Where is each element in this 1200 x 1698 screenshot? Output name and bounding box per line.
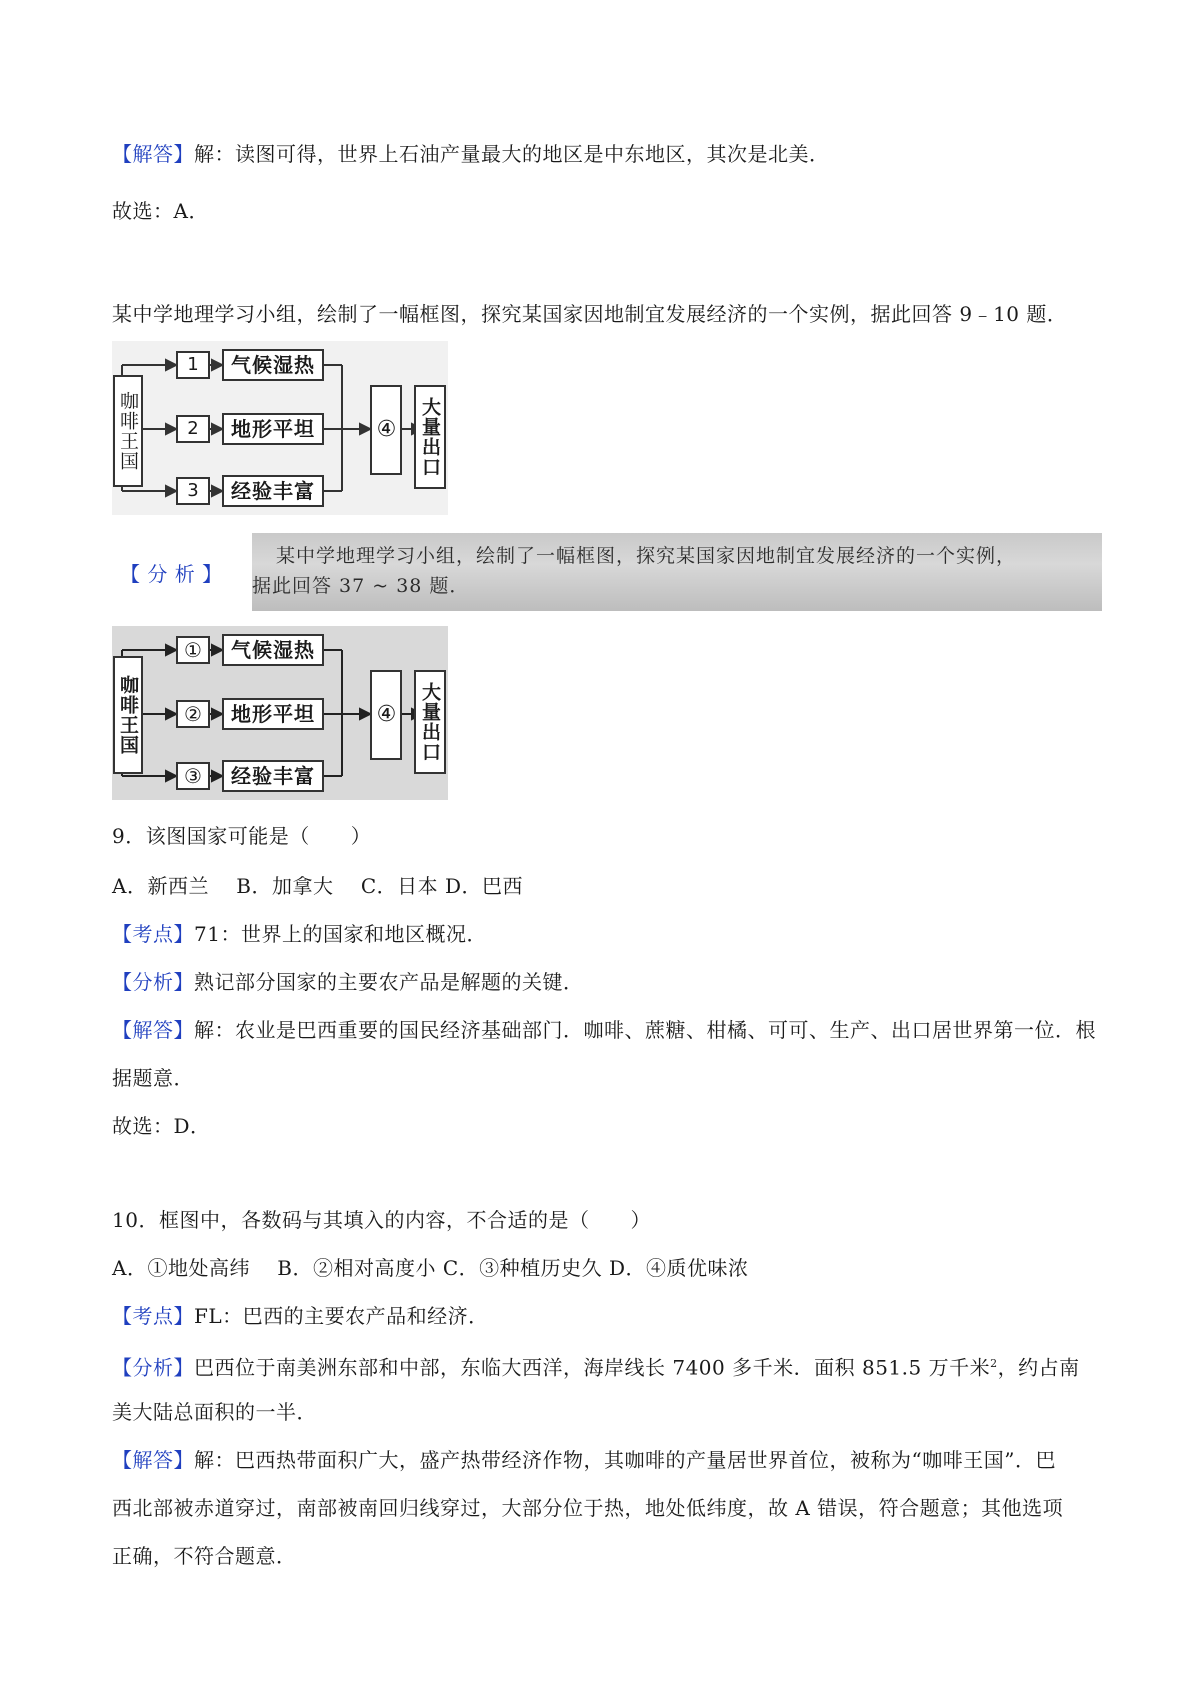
q9-fenxi-line [112,968,1102,996]
question-9-options: A．新西兰 B．加拿大 C．日本 D．巴西 [112,874,524,898]
diagram-2-center-box: ④ [370,670,402,760]
scanned-text-line-1: 某中学地理学习小组，绘制了一幅框图，探究某国家因地制宜发展经济的一个实例， [276,545,1017,567]
q9-jieda-text-2: 据题意． [112,1066,194,1090]
diagram-2-num-2: ② [176,700,210,728]
q9-kaodian-line [112,920,1102,948]
q10-kaodian-tag: 【考点】 [112,1304,194,1328]
q10-jieda-text-2: 西北部被赤道穿过，南部被南回归线穿过，大部分位于热，地处低纬度，故 A 错误，符合题意；其他选项 [112,1496,1064,1520]
q10-fenxi-text-2: 美大陆总面积的一半． [112,1400,317,1424]
q10-fenxi-superscript: 2 [990,1357,998,1370]
scanned-text-photo [252,533,1102,611]
diagram-1-fact-2: 地形平坦 [222,413,324,445]
q10-jieda-tag: 【解答】 [112,1448,194,1472]
passage-intro: 某中学地理学习小组，绘制了一幅框图，探究某国家因地制宜发展经济的一个实例，据此回答 9﹣10 题． [112,302,1068,326]
diagram-1-right-label: 大量出口 [414,385,446,489]
diagram-2-num-1: ① [176,636,210,664]
question-10-options: A．①地处高纬 B．②相对高度小 C．③种植历史久 D．④质优味浓 [112,1256,749,1280]
q10-kaodian-line [112,1302,1102,1330]
diagram-2-num-3: ③ [176,762,210,790]
q9-kaodian-text: 71：世界上的国家和地区概况． [194,922,487,946]
q9-jieda-text-1: 解：农业是巴西重要的国民经济基础部门．咖啡、蔗糖、柑橘、可可、生产、出口居世界第一位．根 [194,1018,1096,1042]
diagram-1-num-1: 1 [176,351,210,379]
flow-diagram-2 [112,626,448,800]
q9-jieda-line [112,1016,1102,1044]
diagram-1-num-3: 3 [176,477,210,505]
diagram-2-fact-2: 地形平坦 [222,698,324,730]
q10-fenxi-text-1: 巴西位于南美洲东部和中部，东临大西洋，海岸线长 7400 多千米．面积 851.5 万千米 [194,1355,991,1380]
q9-jieda-tag: 【解答】 [112,1018,194,1042]
diagram-2-fact-3: 经验丰富 [222,760,324,792]
diagram-2-right-label: 大量出口 [414,670,446,774]
diagram-2-fact-1: 气候湿热 [222,634,324,666]
answer-line [112,140,1102,168]
q10-kaodian-text: FL：巴西的主要农产品和经济． [194,1304,489,1328]
q9-answer: 故选：D． [112,1114,211,1138]
analysis-tag-line [120,560,240,588]
diagram-1-center-box: ④ [370,385,402,475]
diagram-2-left-label: 咖啡王国 [113,656,143,774]
q10-jieda-text-3: 正确，不符合题意． [112,1544,297,1568]
diagram-1-fact-3: 经验丰富 [222,475,324,507]
answer-tag: 【解答】 [112,142,194,166]
diagram-1-fact-1: 气候湿热 [222,349,324,381]
q9-kaodian-tag: 【考点】 [112,922,194,946]
flow-diagram-1 [112,341,448,515]
diagram-1-left-label: 咖啡王国 [113,375,143,487]
q10-fenxi-text-1b: ，约占南 [997,1355,1080,1380]
choice-line: 故选：A． [112,199,209,223]
answer-text: 解：读图可得，世界上石油产量最大的地区是中东地区，其次是北美． [194,142,830,166]
analysis-tag: 【 分 析 】 [120,562,223,586]
q10-fenxi-line [112,1350,1102,1382]
q10-jieda-text-1: 解：巴西热带面积广大，盛产热带经济作物，其咖啡的产量居世界首位，被称为“咖啡王国”．巴 [194,1448,1056,1472]
scanned-text-line-2: 据此回答 37 ~ 38 题． [252,575,470,597]
q9-fenxi-text: 熟记部分国家的主要农产品是解题的关键． [194,970,584,994]
question-10: 10．框图中，各数码与其填入的内容，不合适的是（ ） [112,1208,651,1232]
q10-fenxi-tag: 【分析】 [112,1355,194,1380]
q9-fenxi-tag: 【分析】 [112,970,194,994]
question-9: 9．该图国家可能是（ ） [112,824,372,848]
q10-jieda-line [112,1446,1102,1474]
diagram-1-num-2: 2 [176,415,210,443]
